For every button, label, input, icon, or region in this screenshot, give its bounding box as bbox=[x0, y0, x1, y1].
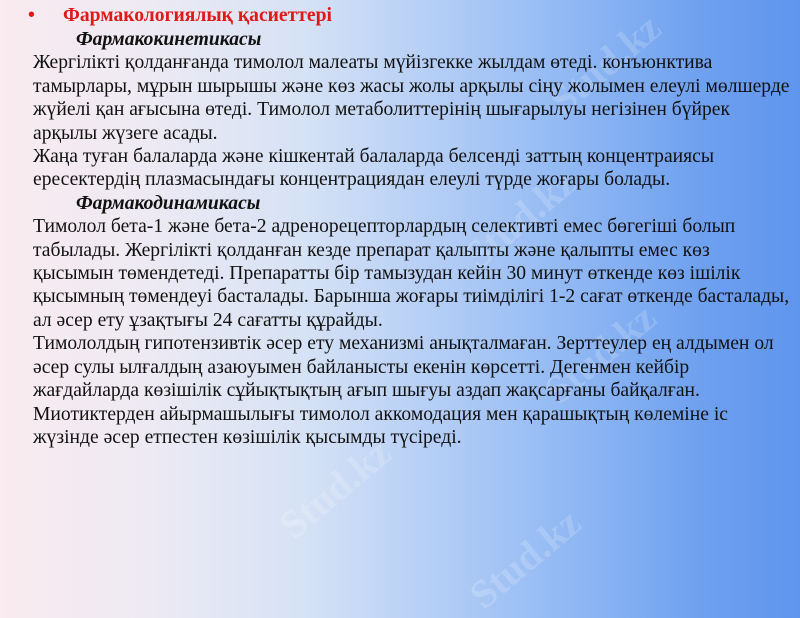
pharmacokinetics-paragraph: Жаңа туған балаларда және кішкентай балаларда белсенді заттың концентраиясы ересектердің плазмасындағы концентрациядан елеулі түрде жоғары болады. bbox=[33, 146, 714, 191]
watermark: Stud.kz bbox=[460, 499, 590, 618]
slide-content bbox=[28, 4, 793, 449]
bullet-icon: • bbox=[28, 5, 35, 26]
watermark: Stud.kz bbox=[455, 159, 585, 278]
pharmacodynamics-paragraph: Тимололдың гипотензивтік әсер ету механизмі анықталмаған. Зерттеулер ең алдымен ол әсер сулы ылғалдың азаюуымен байланысты екенін көрсетті. Дегенмен кейбір жағдайларда көзішілік сұйықтықтың ағып шығуы аздап жақсарғаны байқалған. Миотиктерден айырмашылығы тимолол аккомодация мен қарашықтың көлеміне іс жүзінде әсер етпестен көзішілік қысымды түсіреді. bbox=[33, 333, 774, 448]
pharmacokinetics-paragraph: Жергілікті қолданғанда тимолол малеаты мүйізгекке жылдам өтеді. конъюнктива тамырлары, мұрын шырышы және көз жасы жолы арқылы сіңу жолымен елеулі мөлшерде жүйелі қан ағысына өтеді. Тимолол метаболиттерінің шығарылуы негізінен бүйрек арқылы жүзеге асады. bbox=[33, 52, 790, 144]
slide-heading bbox=[28, 4, 793, 28]
watermark: Stud.kz bbox=[270, 429, 400, 548]
watermark: Stud.kz bbox=[540, 4, 670, 123]
pharmacodynamics-paragraph: Тимолол бета-1 және бета-2 адренорецепторлардың селективті емес бөгегіші болып табылады. Жергілікті қолданған кезде препарат қалыпты және қалыпты емес көз қысымын төмендетеді. Препаратты бір тамызудан кейін 30 минут өткенде көз ішілік қысымның төмендеуі басталады. Барынша жоғары тиімділігі 1-2 сағат өткенде басталады, ал әсер ету ұзақтығы 24 сағатты құрайды. bbox=[33, 216, 790, 331]
watermark: Stud.kz bbox=[535, 294, 665, 413]
pharmacodynamics-title: Фармакодинамикасы bbox=[76, 192, 261, 214]
heading-text: Фармакологиялық қасиеттері bbox=[63, 5, 332, 26]
pharmacokinetics-title: Фармакокинетикасы bbox=[76, 29, 262, 50]
